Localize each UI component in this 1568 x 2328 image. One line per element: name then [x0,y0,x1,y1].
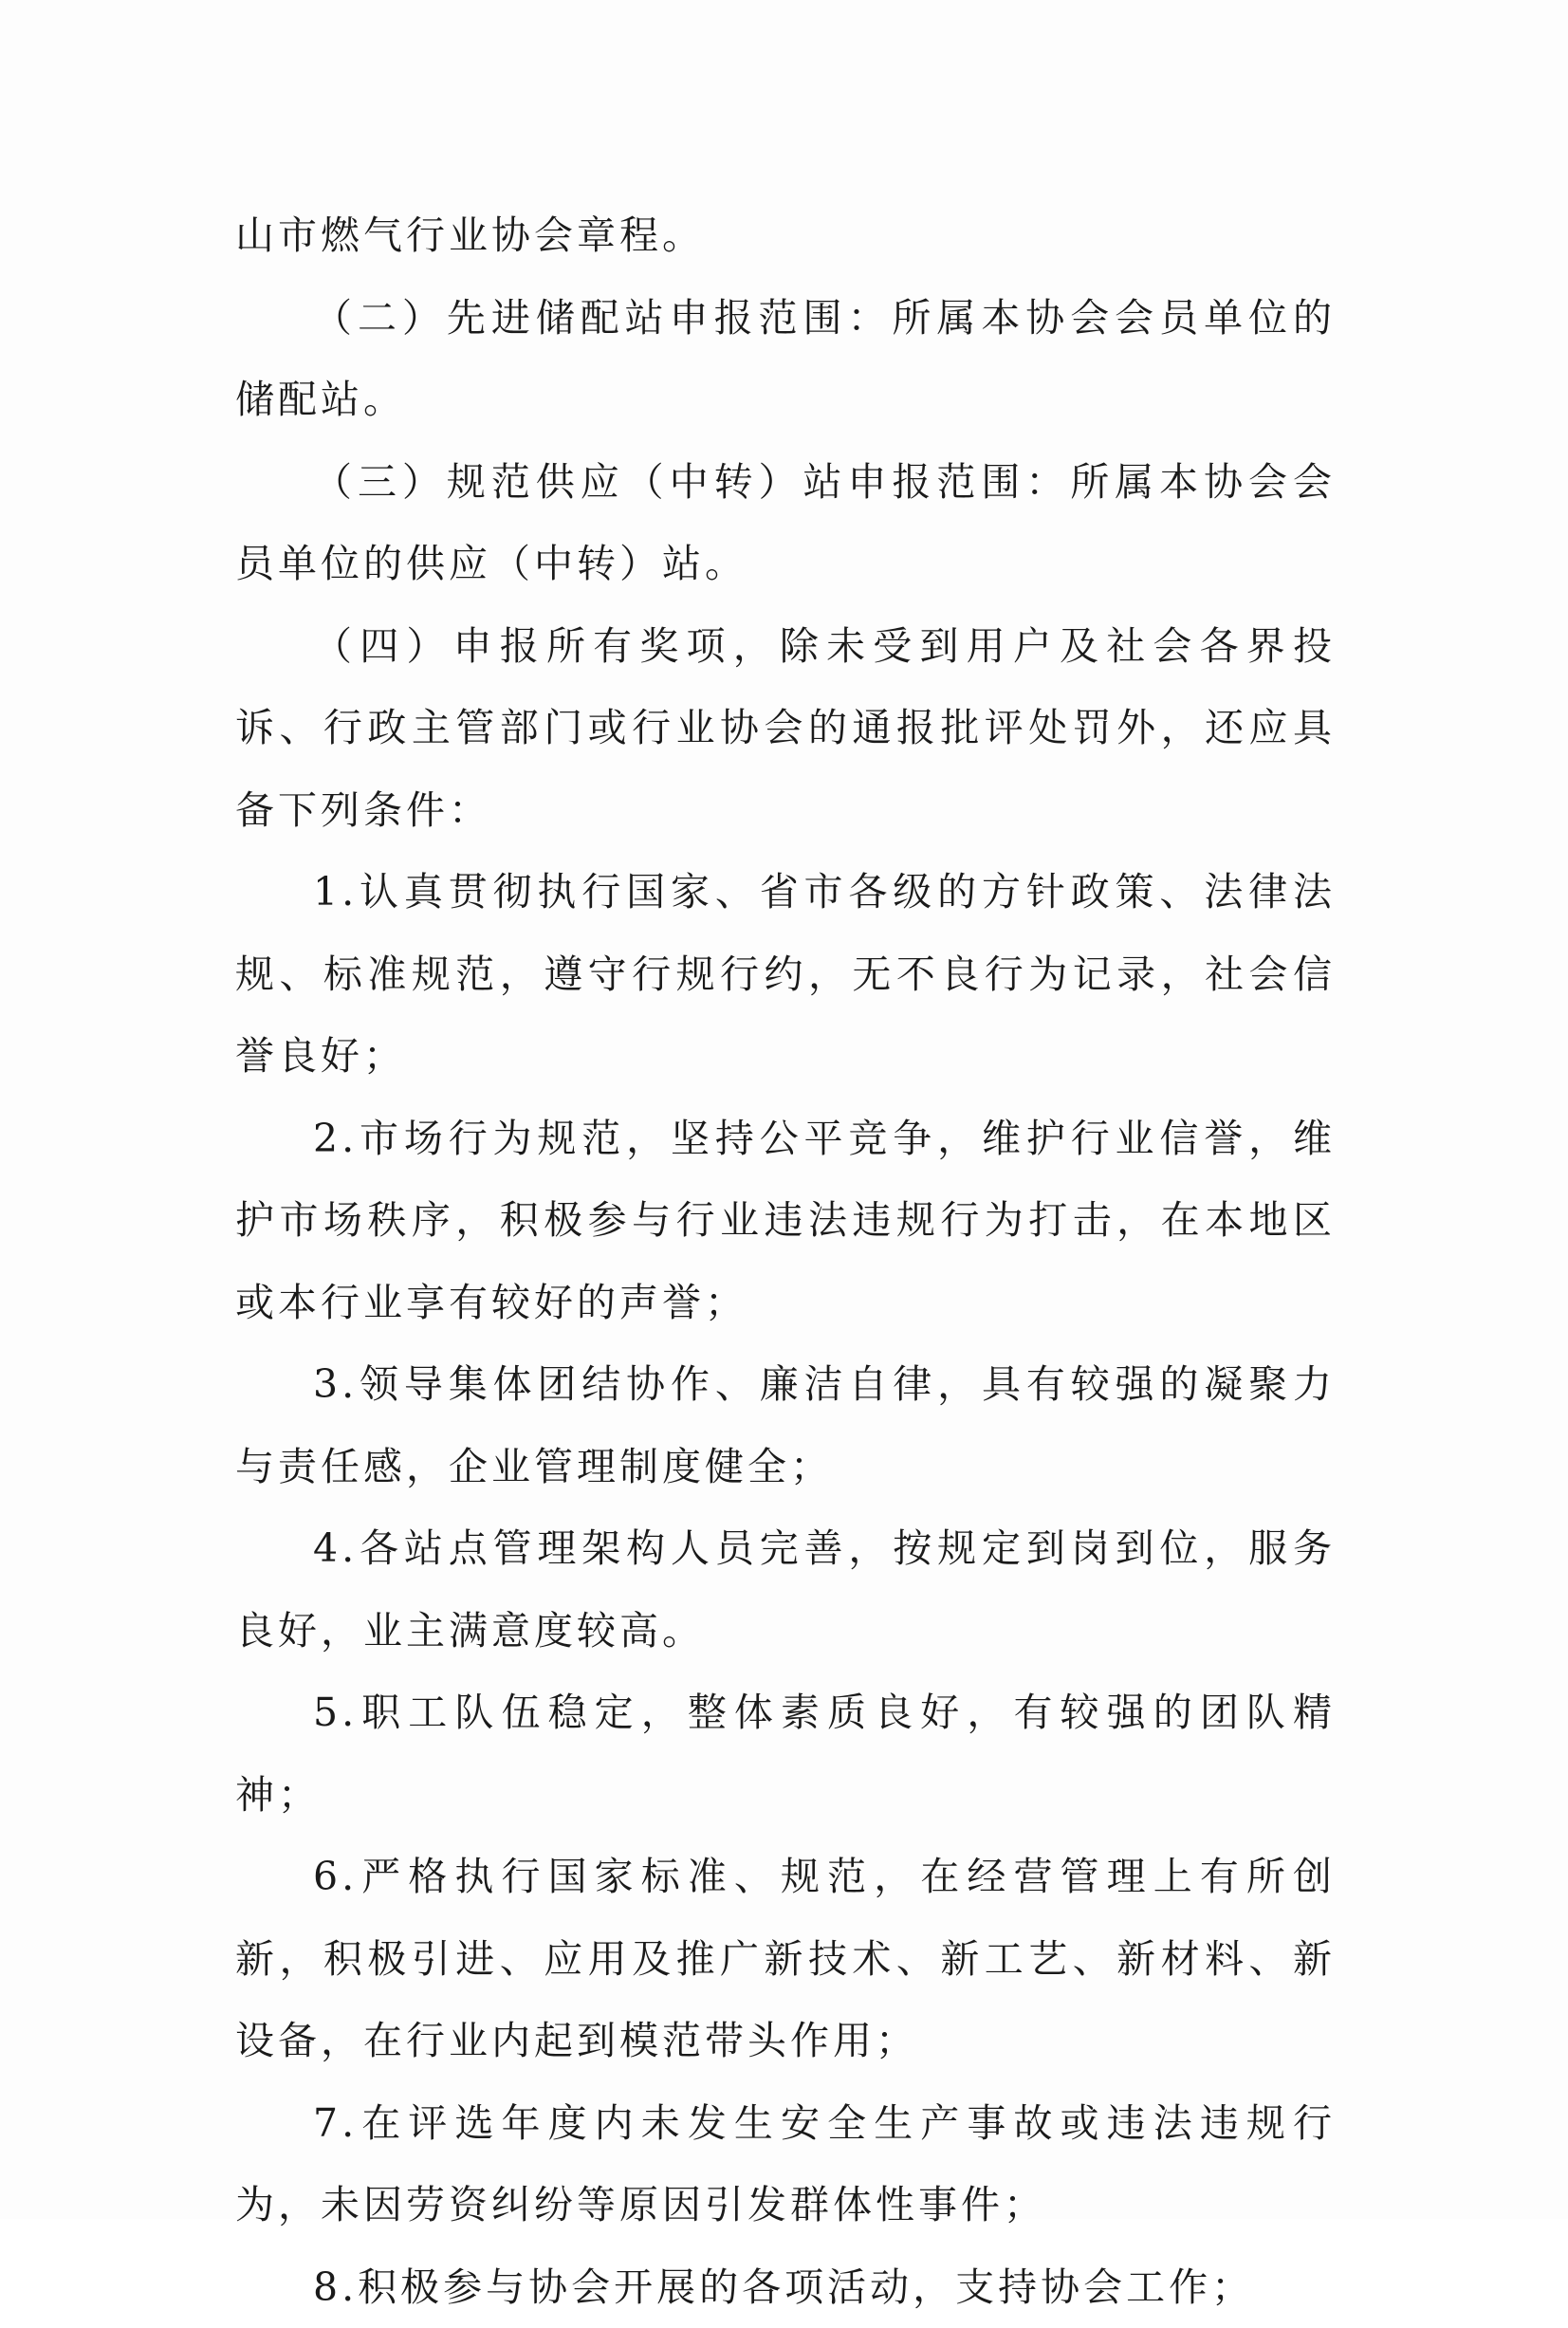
condition-item-3: 3.领导集体团结协作、廉洁自律，具有较强的凝聚力与责任感，企业管理制度健全； [235,1343,1336,1507]
condition-item-7: 7.在评选年度内未发生安全生产事故或违法违规行为，未因劳资纠纷等原因引发群体性事件； [235,2082,1336,2246]
condition-item-5: 5.职工队伍稳定，整体素质良好，有较强的团队精神； [235,1672,1336,1836]
condition-item-6: 6.严格执行国家标准、规范，在经营管理上有所创新，积极引进、应用及推广新技术、新工艺、新材料、新设备，在行业内起到模范带头作用； [235,1836,1336,2082]
condition-item-2: 2.市场行为规范，坚持公平竞争，维护行业信誉，维护市场秩序，积极参与行业违法违规行为打击，在本地区或本行业享有较好的声誉； [235,1098,1336,1344]
paragraph-storage-station-scope: （二）先进储配站申报范围：所属本协会会员单位的储配站。 [235,277,1336,441]
paragraph-award-conditions: （四）申报所有奖项，除未受到用户及社会各界投诉、行政主管部门或行业协会的通报批评处罚外，还应具备下列条件： [235,605,1336,852]
paragraph-continuation: 山市燃气行业协会章程。 [235,194,1336,277]
condition-item-1: 1.认真贯彻执行国家、省市各级的方针政策、法律法规、标准规范，遵守行规行约，无不良行为记录，社会信誉良好； [235,851,1336,1098]
condition-item-8: 8.积极参与协会开展的各项活动，支持协会工作； [235,2246,1336,2328]
paragraph-supply-station-scope: （三）规范供应（中转）站申报范围：所属本协会会员单位的供应（中转）站。 [235,441,1336,605]
document-body [235,194,1336,2328]
condition-item-4: 4.各站点管理架构人员完善，按规定到岗到位，服务良好，业主满意度较高。 [235,1507,1336,1672]
